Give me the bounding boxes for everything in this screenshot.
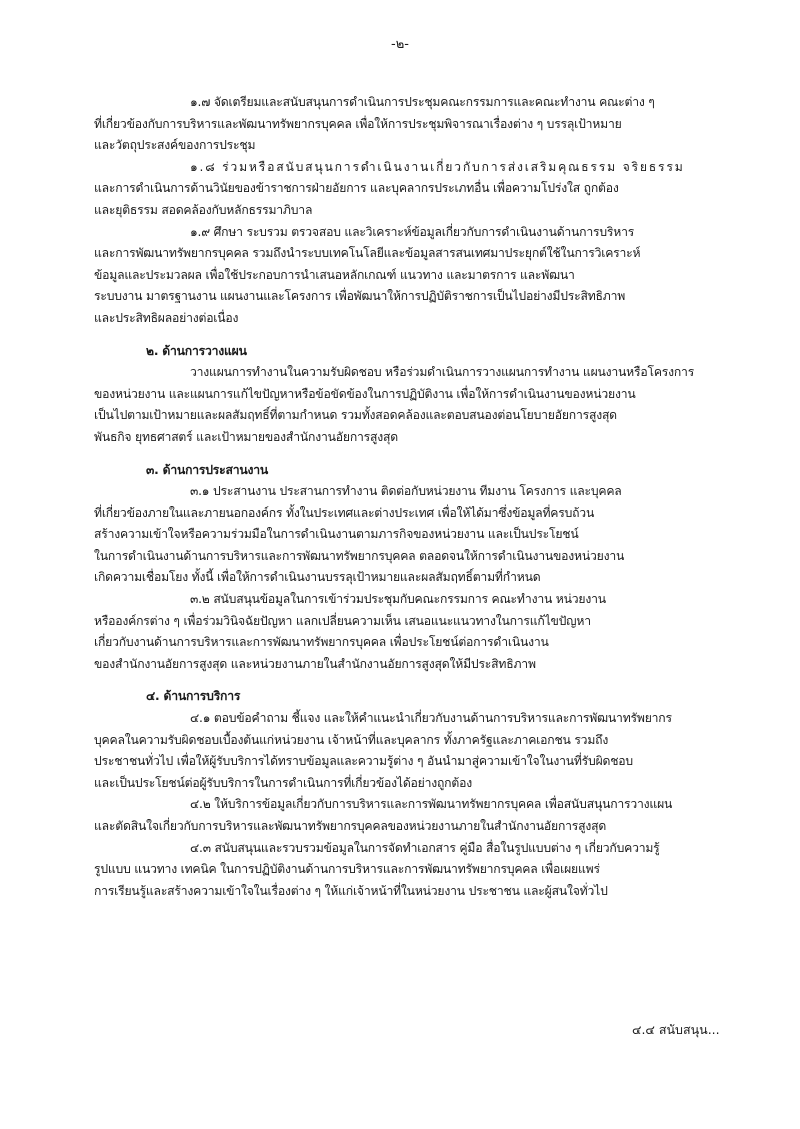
paragraph-line: ระบบงาน มาตรฐานงาน แผนงานและโครงการ เพื่อพัฒนาให้การปฏิบัติราชการเป็นไปอย่างมีประสิทธิภาพ bbox=[94, 289, 626, 304]
paragraph-line: ๓.๑ ประสานงาน ประสานการทำงาน ติดต่อกับหน่วยงาน ทีมงาน โครงการ และบุคคล bbox=[190, 484, 622, 499]
paragraph-line: เกี่ยวกับงานด้านการบริหารและการพัฒนาทรัพยากรบุคคล เพื่อประโยชน์ต่อการดำเนินงาน bbox=[94, 635, 549, 650]
paragraph-line: ประชาชนทั่วไป เพื่อให้ผู้รับบริการได้ทราบข้อมูลและความรู้ต่าง ๆ อันนำมาสู่ความเข้าใจในงานที่รับผิดชอบ bbox=[94, 754, 633, 769]
item-3-1 bbox=[94, 481, 774, 589]
section-heading-coordination: ๓. ด้านการประสานงาน bbox=[146, 462, 269, 477]
item-4-1 bbox=[94, 708, 774, 794]
paragraph-line: ๑.๘ ร่วมหรือสนับสนุนการดำเนินงานเกี่ยวกับการส่งเสริมคุณธรรม จริยธรรม bbox=[190, 159, 685, 174]
continuation-marker: ๔.๔ สนับสนุน... bbox=[632, 1022, 720, 1037]
paragraph-line: และประสิทธิผลอย่างต่อเนื่อง bbox=[94, 310, 239, 325]
paragraph-line: ๑.๙ ศึกษา ระบรวม ตรวจสอบ และวิเคราะห์ข้อมูลเกี่ยวกับการดำเนินงานด้านการบริหาร bbox=[190, 224, 635, 239]
paragraph-line: ๓.๒ สนับสนุนข้อมูลในการเข้าร่วมประชุมกับคณะกรรมการ คณะทำงาน หน่วยงาน bbox=[190, 592, 606, 607]
paragraph-line: ๑.๗ จัดเตรียมและสนับสนุนการดำเนินการประชุมคณะกรรมการและคณะทำงาน คณะต่าง ๆ bbox=[190, 95, 655, 109]
paragraph-line: ของหน่วยงาน และแผนการแก้ไขปัญหาหรือข้อขัดข้องในการปฏิบัติงาน เพื่อให้การดำเนินงานของหน่วยงาน bbox=[94, 386, 636, 401]
item-4-2 bbox=[94, 794, 774, 837]
section-2-body bbox=[94, 362, 774, 448]
paragraph-line: สร้างความเข้าใจหรือความร่วมมือในการดำเนินงานตามภารกิจของหน่วยงาน และเป็นประโยชน์ bbox=[94, 527, 579, 542]
paragraph-line: และการพัฒนาทรัพยากรบุคคล รวมถึงนำระบบเทคโนโลยีและข้อมูลสารสนเทศมาประยุกต์ใช้ในการวิเคราะห์ bbox=[94, 246, 641, 261]
paragraph-line: และยุติธรรม สอดคล้องกับหลักธรรมาภิบาล bbox=[94, 202, 313, 217]
paragraph-line: ๔.๑ ตอบข้อคำถาม ชี้แจง และให้คำแนะนำเกี่ยวกับงานด้านการบริหารและการพัฒนาทรัพยากร bbox=[190, 711, 672, 726]
paragraph-line: เกิดความเชื่อมโยง ทั้งนี้ เพื่อให้การดำเนินงานบรรลุเป้าหมายและผลสัมฤทธิ์ตามที่กำหนด bbox=[94, 570, 541, 585]
paragraph-line: และตัดสินใจเกี่ยวกับการบริหารและพัฒนาทรัพยากรบุคคลของหน่วยงานภายในสำนักงานอัยการสูงสุด bbox=[94, 819, 607, 833]
paragraph-line: และเป็นประโยชน์ต่อผู้รับบริการในการดำเนินการที่เกี่ยวข้องได้อย่างถูกต้อง bbox=[94, 775, 472, 790]
section-heading-planning: ๒. ด้านการวางแผน bbox=[146, 343, 247, 358]
document-body bbox=[94, 92, 774, 902]
paragraph-line: และวัตถุประสงค์ของการประชุม bbox=[94, 138, 256, 153]
page-number: -๒- bbox=[391, 37, 409, 52]
paragraph-line: ที่เกี่ยวข้องกับการบริหารและพัฒนาทรัพยากรบุคคล เพื่อให้การประชุมพิจารณาเรื่องต่าง ๆ บรรลุเป้าหมาย bbox=[94, 116, 622, 131]
paragraph-line: พันธกิจ ยุทธศาสตร์ และเป้าหมายของสำนักงานอัยการสูงสุด bbox=[94, 429, 398, 444]
paragraph-line: บุคคลในความรับผิดชอบเบื้องต้นแก่หน่วยงาน เจ้าหน้าที่และบุคลากร ทั้งภาครัฐและภาคเอกชน รวมถึง bbox=[94, 732, 609, 747]
paragraph-line: ๔.๓ สนับสนุนและรวบรวมข้อมูลในการจัดทำเอกสาร คู่มือ สื่อในรูปแบบต่าง ๆ เกี่ยวกับความรู้ bbox=[190, 840, 660, 855]
item-1-7 bbox=[94, 92, 774, 157]
paragraph-line: หรือองค์กรต่าง ๆ เพื่อร่วมวินิจฉัยปัญหา แลกเปลี่ยนความเห็น เสนอแนะแนวทางในการแก้ไขปัญหา bbox=[94, 613, 591, 628]
item-1-9 bbox=[94, 222, 774, 330]
paragraph-line: ของสำนักงานอัยการสูงสุด และหน่วยงานภายในสำนักงานอัยการสูงสุดให้มีประสิทธิภาพ bbox=[94, 656, 536, 671]
paragraph-line: ข้อมูลและประมวลผล เพื่อใช้ประกอบการนำเสนอหลักเกณฑ์ แนวทาง และมาตรการ และพัฒนา bbox=[94, 267, 575, 282]
paragraph-line: วางแผนการทำงานในความรับผิดชอบ หรือร่วมดำเนินการวางแผนการทำงาน แผนงานหรือโครงการ bbox=[190, 365, 695, 380]
item-3-2 bbox=[94, 589, 774, 675]
paragraph-line: ที่เกี่ยวข้องภายในและภายนอกองค์กร ทั้งในประเทศและต่างประเทศ เพื่อให้ได้มาซึ่งข้อมูลที่ครบถ้วน bbox=[94, 505, 595, 520]
paragraph-line: และการดำเนินการด้านวินัยของข้าราชการฝ่ายอัยการ และบุคลากรประเภทอื่น เพื่อความโปร่งใส ถูกต้อง bbox=[94, 181, 619, 196]
paragraph-line: รูปแบบ แนวทาง เทคนิค ในการปฏิบัติงานด้านการบริหารและการพัฒนาทรัพยากรบุคคล เพื่อเผยแพร่ bbox=[94, 862, 600, 877]
item-1-8 bbox=[94, 157, 774, 222]
item-4-3 bbox=[94, 838, 774, 903]
section-heading-service: ๔. ด้านการบริการ bbox=[146, 689, 241, 704]
paragraph-line: ๔.๒ ให้บริการข้อมูลเกี่ยวกับการบริหารและการพัฒนาทรัพยากรบุคคล เพื่อสนับสนุนการวางแผน bbox=[190, 797, 673, 812]
paragraph-line: การเรียนรู้และสร้างความเข้าใจในเรื่องต่าง ๆ ให้แก่เจ้าหน้าที่ในหน่วยงาน ประชาชน และผู้สนใจทั่วไป bbox=[94, 883, 608, 898]
paragraph-line: ในการดำเนินงานด้านการบริหารและการพัฒนาทรัพยากรบุคคล ตลอดจนให้การดำเนินงานของหน่วยงาน bbox=[94, 548, 625, 563]
paragraph-line: เป็นไปตามเป้าหมายและผลสัมฤทธิ์ที่ตามกำหนด รวมทั้งสอดคล้องและตอบสนองต่อนโยบายอัยการสูงสุด bbox=[94, 408, 617, 423]
